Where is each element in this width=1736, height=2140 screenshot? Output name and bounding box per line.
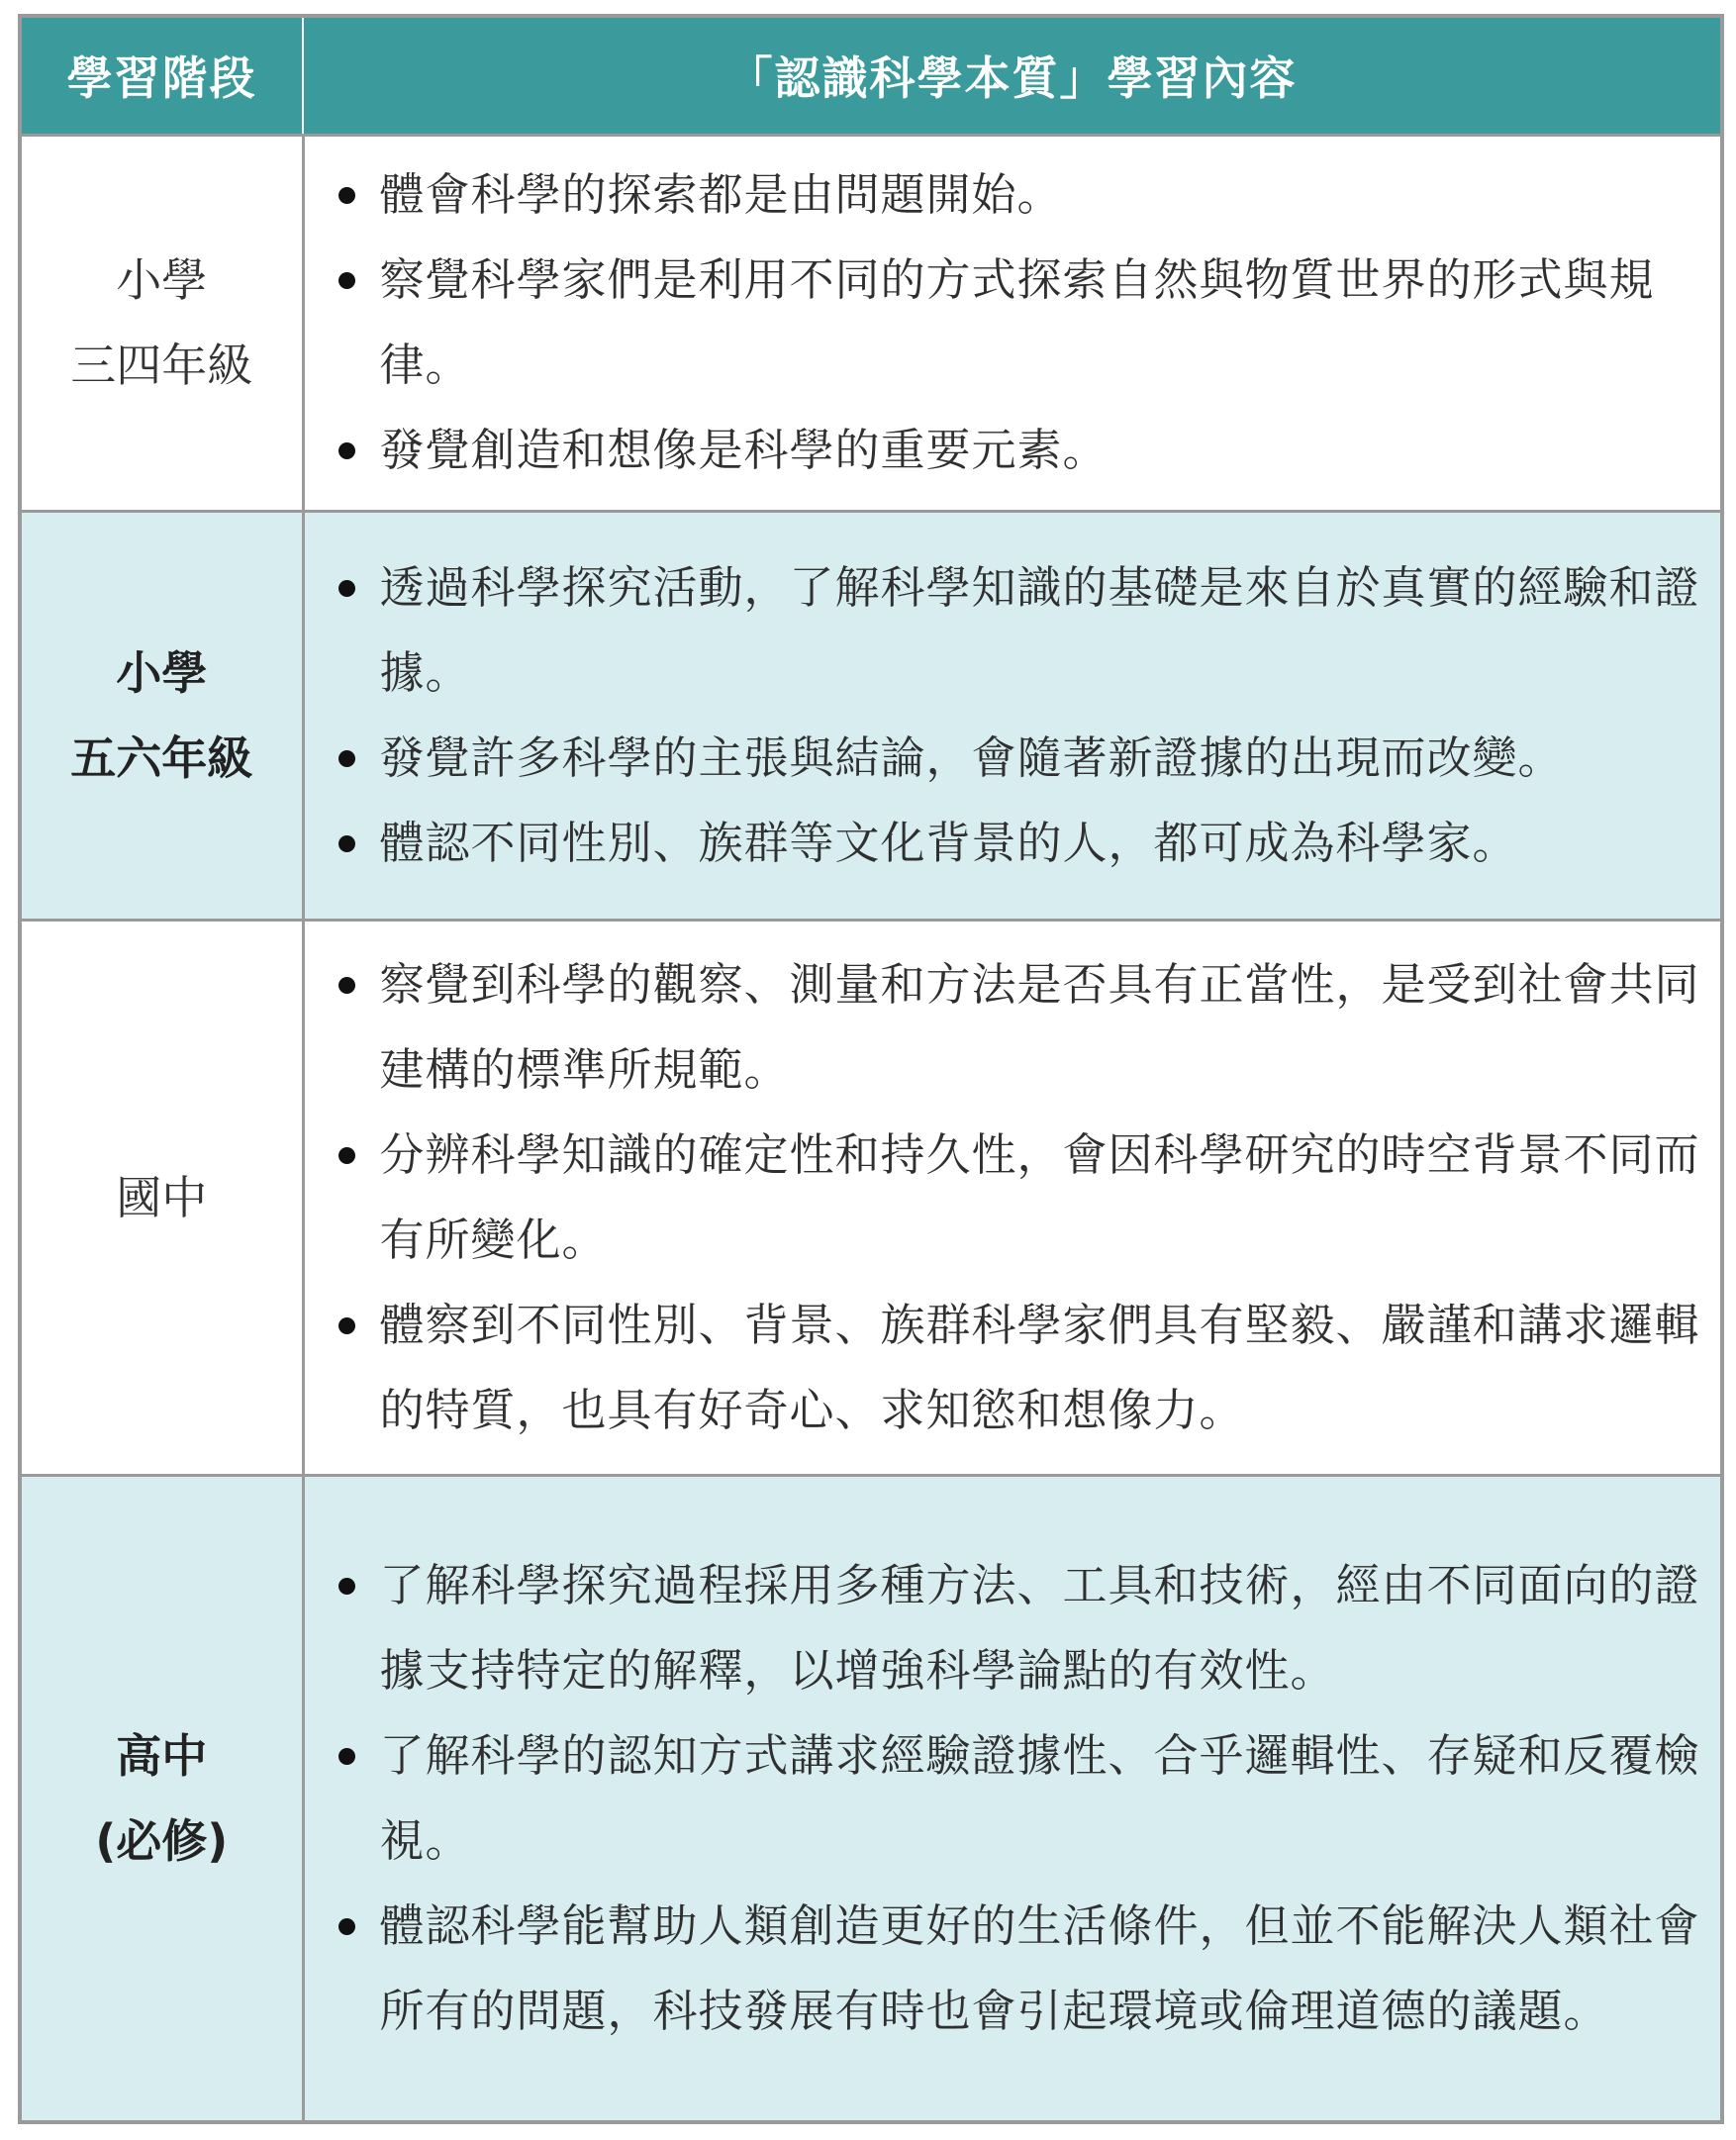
list-item (305, 408, 1721, 493)
bullet-icon (338, 835, 355, 852)
list-item (305, 942, 1721, 1113)
content-list (305, 1543, 1721, 2054)
bullet-icon (338, 1317, 355, 1334)
bullet-icon (338, 272, 355, 289)
list-item (305, 1543, 1721, 1713)
nature-of-science-table (18, 14, 1724, 2124)
stage-column-header: 學習階段 (20, 16, 303, 135)
table-header-row (20, 16, 1722, 135)
content-cell (303, 1476, 1722, 2122)
list-item (305, 545, 1721, 716)
content-list (305, 152, 1721, 493)
list-item (305, 716, 1721, 801)
list-item (305, 1884, 1721, 2054)
content-cell (303, 921, 1722, 1476)
table-row (20, 921, 1722, 1476)
bullet-icon (338, 750, 355, 767)
bullet-icon (338, 977, 355, 994)
list-item-text: 體會科學的探索都是由問題開始。 (379, 168, 1063, 222)
list-item (305, 801, 1721, 886)
bullet-icon (338, 187, 355, 204)
stage-cell-elementary-5-6 (20, 512, 303, 921)
stage-label-line1: 小學 (116, 646, 208, 701)
stage-label-line2: 三四年級 (70, 339, 253, 393)
stage-label-line1: 小學 (116, 253, 208, 308)
stage-label-line1: 高中 (116, 1729, 208, 1784)
content-cell (303, 512, 1722, 921)
list-item (305, 238, 1721, 408)
table-row (20, 1476, 1722, 2122)
table-row (20, 512, 1722, 921)
bullet-icon (338, 1147, 355, 1164)
stage-label-line2: (必修) (95, 1814, 229, 1869)
stage-label-line2: 五六年級 (70, 731, 253, 786)
bullet-icon (338, 1748, 355, 1765)
list-item-text: 透過科學探究活動，了解科學知識的基礎是來自於真實的經驗和證據。 (379, 561, 1700, 700)
list-item-text: 體察到不同性別、背景、族群科學家們具有堅毅、嚴謹和講求邏輯的特質，也具有好奇心、求知慾和想像力。 (379, 1299, 1700, 1437)
list-item (305, 152, 1721, 238)
content-cell (303, 135, 1722, 512)
content-column-header: 「認識科學本質」學習內容 (303, 16, 1722, 135)
bullet-icon (338, 1918, 355, 1935)
list-item-text: 分辨科學知識的確定性和持久性，會因科學研究的時空背景不同而有所變化。 (379, 1128, 1700, 1267)
list-item-text: 發覺創造和想像是科學的重要元素。 (379, 424, 1109, 477)
list-item (305, 1113, 1721, 1283)
list-item-text: 了解科學的認知方式講求經驗證據性、合乎邏輯性、存疑和反覆檢視。 (379, 1729, 1700, 1868)
stage-cell-senior-high (20, 1476, 303, 2122)
list-item-text: 發覺許多科學的主張與結論，會隨著新證據的出現而改變。 (379, 731, 1564, 785)
table-row (20, 135, 1722, 512)
list-item (305, 1713, 1721, 1884)
list-item-text: 體認科學能幫助人類創造更好的生活條件，但並不能解決人類社會所有的問題，科技發展有時也會引起環境或倫理道德的議題。 (379, 1899, 1700, 2038)
bullet-icon (338, 442, 355, 459)
content-list (305, 545, 1721, 886)
list-item-text: 了解科學探究過程採用多種方法、工具和技術，經由不同面向的證據支持特定的解釋，以增強科學論點的有效性。 (379, 1559, 1700, 1698)
stage-label-line1: 國中 (116, 1171, 208, 1225)
list-item-text: 察覺到科學的觀察、測量和方法是否具有正當性，是受到社會共同建構的標準所規範。 (379, 958, 1700, 1097)
bullet-icon (338, 1578, 355, 1595)
list-item (305, 1283, 1721, 1453)
stage-cell-junior-high (20, 921, 303, 1476)
stage-cell-elementary-3-4 (20, 135, 303, 512)
bullet-icon (338, 580, 355, 597)
list-item-text: 察覺科學家們是利用不同的方式探索自然與物質世界的形式與規律。 (379, 253, 1655, 392)
content-list (305, 942, 1721, 1453)
list-item-text: 體認不同性別、族群等文化背景的人，都可成為科學家。 (379, 817, 1518, 870)
